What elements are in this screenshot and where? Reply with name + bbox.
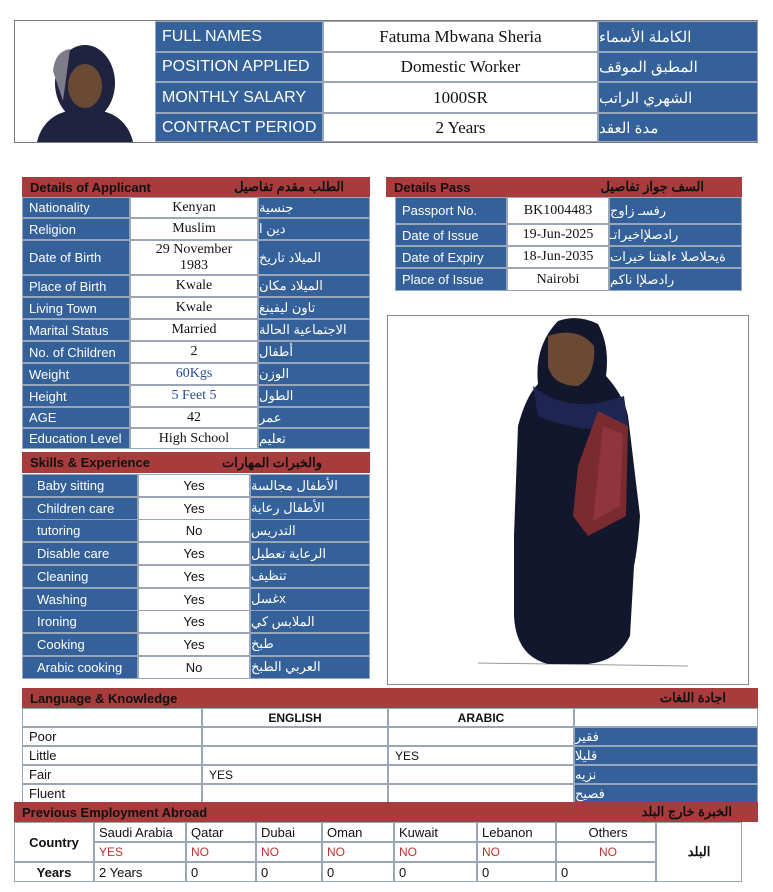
employment-country-1 bbox=[186, 822, 256, 842]
skills-label-2-text: tutoring bbox=[37, 523, 81, 539]
employment-country-0 bbox=[94, 822, 186, 842]
employment-status-1 bbox=[186, 842, 256, 862]
pass-value-3 bbox=[507, 268, 609, 291]
applicant-arabic-0 bbox=[258, 197, 370, 218]
applicant-label-10 bbox=[22, 428, 130, 449]
skills-value-8 bbox=[138, 656, 250, 679]
applicant-label-3 bbox=[22, 275, 130, 297]
employment-country-0-text: Saudi Arabia bbox=[99, 824, 173, 840]
skills-title: Skills & Experience bbox=[30, 455, 150, 470]
skills-label-4 bbox=[22, 565, 138, 588]
language-english-2 bbox=[202, 765, 388, 784]
applicant-title-ar: الطلب مقدم تفاصيل bbox=[234, 179, 344, 194]
language-english-3 bbox=[202, 784, 388, 803]
language-col-arabic bbox=[388, 708, 574, 727]
applicant-value-6 bbox=[130, 341, 258, 363]
language-label-3 bbox=[22, 784, 202, 803]
top-label-1 bbox=[155, 52, 323, 82]
applicant-value-8 bbox=[130, 385, 258, 407]
skills-arabic-6 bbox=[250, 610, 370, 633]
top-label-3 bbox=[155, 113, 323, 142]
skills-value-5-text: Yes bbox=[183, 591, 205, 607]
top-label-3-text: CONTRACT PERIOD bbox=[162, 118, 317, 136]
applicant-arabic-2-text: الميلاد تاريخ bbox=[259, 249, 322, 265]
applicant-arabic-8-text: الطول bbox=[259, 388, 294, 403]
skills-label-7-text: Cooking bbox=[37, 636, 85, 652]
language-arabic-level-3 bbox=[388, 784, 574, 803]
skills-arabic-2-text: التدريس bbox=[251, 522, 296, 538]
employment-status-0 bbox=[94, 842, 186, 862]
pass-title: Details Pass bbox=[394, 179, 471, 195]
applicant-title: Details of Applicant bbox=[30, 179, 151, 195]
applicant-label-3-text: Place of Birth bbox=[29, 278, 107, 294]
employment-status-2 bbox=[256, 842, 322, 862]
applicant-label-5 bbox=[22, 319, 130, 341]
applicant-label-2 bbox=[22, 240, 130, 275]
language-title: Language & Knowledge bbox=[30, 690, 178, 706]
pass-arabic-3 bbox=[609, 268, 742, 291]
employment-country-4 bbox=[394, 822, 477, 842]
pass-label-1-text: Date of Issue bbox=[402, 227, 479, 243]
pass-value-0 bbox=[507, 197, 609, 224]
skills-arabic-7-text: طبخ bbox=[251, 636, 274, 652]
applicant-header bbox=[22, 177, 370, 197]
applicant-arabic-9 bbox=[258, 407, 370, 428]
skills-value-6-text: Yes bbox=[183, 614, 205, 630]
language-arabic-level-1-text: YES bbox=[395, 748, 420, 763]
applicant-value-4 bbox=[130, 297, 258, 319]
applicant-value-2 bbox=[130, 240, 258, 275]
skills-arabic-8-text: العربي الطبخ bbox=[251, 659, 321, 675]
applicant-arabic-5-text: الاجتماعية الحالة bbox=[259, 322, 347, 337]
skills-value-4-text: Yes bbox=[183, 568, 205, 584]
applicant-label-9 bbox=[22, 407, 130, 428]
employment-status-3-text: NO bbox=[327, 845, 345, 859]
skills-label-1-text: Children care bbox=[37, 500, 115, 516]
skills-arabic-5 bbox=[250, 588, 370, 611]
language-english-0 bbox=[202, 727, 388, 746]
applicant-value-5-text: Married bbox=[171, 322, 217, 337]
employment-header bbox=[14, 802, 758, 822]
top-value-2-text: 1000SR bbox=[433, 87, 488, 107]
employment-years-text: Years bbox=[36, 864, 72, 880]
language-arabic-0 bbox=[574, 727, 758, 746]
language-col-arabic-label: ARABIC bbox=[457, 710, 505, 725]
language-arabic-2-text: نزيه bbox=[575, 766, 597, 782]
pass-label-0 bbox=[395, 197, 507, 224]
top-arabic-2-text: الشهري الراتب bbox=[599, 89, 693, 107]
employment-status-6 bbox=[556, 842, 656, 862]
language-arabic-1 bbox=[574, 746, 758, 765]
skills-label-6-text: Ironing bbox=[37, 614, 77, 630]
applicant-value-2-line2: 1983 bbox=[180, 257, 208, 273]
employment-years-0-text: 2 Years bbox=[99, 864, 143, 880]
language-arabic-3 bbox=[574, 784, 758, 803]
applicant-value-8-text: 5 Feet 5 bbox=[171, 388, 217, 403]
employment-status-4 bbox=[394, 842, 477, 862]
skills-arabic-0-text: الأطفال مجالسة bbox=[251, 477, 338, 493]
top-value-0-text: Fatuma Mbwana Sheria bbox=[379, 26, 542, 46]
applicant-label-2-text: Date of Birth bbox=[29, 250, 102, 265]
employment-years-1 bbox=[186, 862, 256, 882]
employment-years-4 bbox=[394, 862, 477, 882]
skills-label-4-text: Cleaning bbox=[37, 568, 89, 584]
skills-arabic-7 bbox=[250, 633, 370, 656]
pass-label-3 bbox=[395, 268, 507, 291]
applicant-label-6 bbox=[22, 341, 130, 363]
employment-years-0 bbox=[94, 862, 186, 882]
top-value-1 bbox=[323, 52, 598, 82]
pass-value-2-text: 18-Jun-2035 bbox=[522, 249, 594, 264]
employment-years-3 bbox=[322, 862, 394, 882]
applicant-arabic-6 bbox=[258, 341, 370, 363]
applicant-label-0-text: Nationality bbox=[29, 200, 90, 215]
applicant-value-3-text: Kwale bbox=[175, 278, 213, 293]
language-label-2-text: Fair bbox=[29, 767, 52, 782]
employment-status-4-text: NO bbox=[399, 845, 417, 859]
pass-value-0-text: BK1004483 bbox=[523, 202, 593, 218]
skills-value-5 bbox=[138, 588, 250, 611]
skills-label-5-text: Washing bbox=[37, 591, 88, 607]
skills-arabic-3 bbox=[250, 542, 370, 565]
employment-status-2-text: NO bbox=[261, 845, 279, 859]
skills-value-3-text: Yes bbox=[183, 546, 205, 562]
applicant-value-10-text: High School bbox=[158, 430, 230, 446]
employment-title-ar: الخبرة خارج البلد bbox=[641, 804, 732, 819]
applicant-label-7-text: Weight bbox=[29, 366, 70, 382]
top-arabic-1-text: المطبق الموقف bbox=[599, 59, 698, 76]
language-header bbox=[22, 688, 758, 708]
skills-header bbox=[22, 452, 370, 473]
employment-years-2-text: 0 bbox=[261, 864, 269, 880]
applicant-arabic-7-text: الوزن bbox=[259, 366, 290, 381]
applicant-value-0 bbox=[130, 197, 258, 218]
pass-title-ar: السف جواز تفاصيل bbox=[600, 179, 704, 194]
applicant-label-8 bbox=[22, 385, 130, 407]
language-english-1 bbox=[202, 746, 388, 765]
top-value-1-text: Domestic Worker bbox=[400, 57, 521, 76]
employment-status-1-text: NO bbox=[191, 845, 209, 859]
language-label-1 bbox=[22, 746, 202, 765]
top-label-2 bbox=[155, 82, 323, 113]
pass-arabic-3-text: رادصلإا ناكم bbox=[610, 271, 675, 287]
employment-country-2 bbox=[256, 822, 322, 842]
top-arabic-0 bbox=[598, 21, 758, 52]
employment-country-1-text: Qatar bbox=[191, 824, 224, 840]
applicant-label-8-text: Height bbox=[29, 388, 67, 404]
applicant-arabic-9-text: عمر bbox=[259, 409, 282, 425]
top-arabic-2 bbox=[598, 82, 758, 113]
skills-arabic-4 bbox=[250, 565, 370, 588]
language-label-0-text: Poor bbox=[29, 729, 57, 744]
applicant-arabic-7 bbox=[258, 363, 370, 385]
applicant-arabic-10 bbox=[258, 428, 370, 449]
employment-country-6 bbox=[556, 822, 656, 842]
skills-value-0-text: Yes bbox=[183, 478, 205, 493]
applicant-value-3 bbox=[130, 275, 258, 297]
top-label-0 bbox=[155, 21, 323, 52]
language-label-2 bbox=[22, 765, 202, 784]
applicant-label-1 bbox=[22, 218, 130, 240]
applicant-value-4-text: Kwale bbox=[175, 300, 213, 315]
employment-status-5 bbox=[477, 842, 556, 862]
applicant-label-9-text: AGE bbox=[29, 410, 57, 425]
applicant-arabic-1-text: دين ا bbox=[259, 221, 286, 236]
skills-value-6 bbox=[138, 610, 250, 633]
language-arabic-level-2 bbox=[388, 765, 574, 784]
skills-value-4 bbox=[138, 565, 250, 588]
applicant-label-7 bbox=[22, 363, 130, 385]
pass-label-0-text: Passport No. bbox=[402, 203, 478, 218]
applicant-arabic-6-text: أطفال bbox=[259, 344, 293, 359]
skills-label-3 bbox=[22, 542, 138, 565]
applicant-arabic-0-text: جنسية bbox=[259, 199, 294, 215]
skills-value-3 bbox=[138, 542, 250, 565]
skills-value-7 bbox=[138, 633, 250, 656]
language-label-3-text: Fluent bbox=[29, 786, 66, 801]
skills-value-1-text: Yes bbox=[183, 500, 205, 516]
top-value-2 bbox=[323, 82, 598, 113]
employment-country-2-text: Dubai bbox=[261, 824, 295, 840]
skills-arabic-0 bbox=[250, 474, 370, 497]
applicant-value-1 bbox=[130, 218, 258, 240]
employment-years-6 bbox=[556, 862, 656, 882]
employment-years-5 bbox=[477, 862, 556, 882]
language-col-english-label: ENGLISH bbox=[268, 710, 322, 725]
language-col-english bbox=[202, 708, 388, 727]
language-label-0 bbox=[22, 727, 202, 746]
skills-label-0-text: Baby sitting bbox=[37, 478, 105, 493]
full-body-photo bbox=[387, 315, 749, 685]
skills-label-8 bbox=[22, 656, 138, 679]
skills-arabic-1-text: الأطفال رعاية bbox=[251, 500, 325, 516]
pass-arabic-0-text: رفسـ زاوج bbox=[610, 202, 667, 218]
applicant-arabic-4-text: تاون ليفينغ bbox=[259, 300, 316, 315]
applicant-value-10 bbox=[130, 428, 258, 449]
employment-country-ar-text: البلد bbox=[687, 844, 711, 859]
employment-years-4-text: 0 bbox=[399, 864, 407, 880]
applicant-arabic-3 bbox=[258, 275, 370, 297]
skills-label-3-text: Disable care bbox=[37, 546, 110, 562]
top-arabic-1 bbox=[598, 52, 758, 82]
skills-label-6 bbox=[22, 610, 138, 633]
employment-title: Previous Employment Abroad bbox=[22, 804, 208, 820]
pass-label-2 bbox=[395, 246, 507, 268]
language-arabic-2 bbox=[574, 765, 758, 784]
skills-label-8-text: Arabic cooking bbox=[37, 659, 123, 675]
applicant-value-1-text: Muslim bbox=[172, 221, 216, 236]
pass-label-2-text: Date of Expiry bbox=[402, 249, 484, 265]
language-label-1-text: Little bbox=[29, 748, 57, 763]
skills-label-1 bbox=[22, 497, 138, 520]
language-col-spacer-right bbox=[574, 708, 758, 727]
language-english-2-text: YES bbox=[209, 767, 234, 782]
applicant-value-0-text: Kenyan bbox=[172, 199, 216, 215]
skills-value-2-text: No bbox=[185, 523, 203, 539]
skills-title-ar: والخبرات المهارات bbox=[222, 454, 322, 470]
skills-label-7 bbox=[22, 633, 138, 656]
pass-header bbox=[386, 177, 742, 197]
employment-years-6-text: 0 bbox=[561, 864, 569, 880]
language-arabic-level-1 bbox=[388, 746, 574, 765]
applicant-arabic-10-text: تعليم bbox=[259, 430, 286, 446]
skills-arabic-6-text: الملابس كي bbox=[251, 613, 315, 629]
applicant-arabic-3-text: الميلاد مكان bbox=[259, 278, 323, 293]
language-arabic-3-text: فصيح bbox=[575, 785, 605, 801]
top-arabic-3 bbox=[598, 113, 758, 142]
pass-value-2 bbox=[507, 246, 609, 268]
skills-arabic-3-text: الرعاية تعطيل bbox=[251, 545, 326, 561]
applicant-arabic-5 bbox=[258, 319, 370, 341]
employment-years-2 bbox=[256, 862, 322, 882]
applicant-label-0 bbox=[22, 197, 130, 218]
top-label-1-text: POSITION APPLIED bbox=[162, 58, 310, 75]
pass-value-1-text: 19-Jun-2025 bbox=[522, 227, 594, 242]
applicant-label-4 bbox=[22, 297, 130, 319]
top-label-2-text: MONTHLY SALARY bbox=[162, 88, 307, 106]
employment-status-0-text: YES bbox=[99, 845, 124, 859]
employment-years-1-text: 0 bbox=[191, 864, 199, 880]
employment-years-label bbox=[14, 862, 94, 882]
applicant-arabic-2 bbox=[258, 240, 370, 275]
applicant-value-2-text: 29 November bbox=[155, 241, 233, 257]
pass-label-3-text: Place of Issue bbox=[402, 272, 484, 287]
employment-country-label bbox=[14, 822, 94, 862]
skills-value-1 bbox=[138, 497, 250, 520]
pass-arabic-0 bbox=[609, 197, 742, 224]
top-value-3-text: 2 Years bbox=[435, 117, 486, 137]
top-arabic-0-text: الكاملة الأسماء bbox=[599, 28, 692, 46]
employment-country-3-text: Oman bbox=[327, 824, 363, 840]
language-arabic-0-text: فقير bbox=[575, 728, 599, 744]
applicant-label-1-text: Religion bbox=[29, 221, 76, 237]
employment-country-ar bbox=[656, 822, 742, 882]
employment-years-3-text: 0 bbox=[327, 864, 335, 880]
skills-arabic-1 bbox=[250, 497, 370, 520]
skills-value-8-text: No bbox=[185, 659, 203, 675]
pass-arabic-2-text: ةيحلاصلا ءاهتنا خيرات bbox=[610, 249, 726, 264]
skills-arabic-8 bbox=[250, 656, 370, 679]
skills-label-2 bbox=[22, 519, 138, 542]
employment-status-5-text: NO bbox=[482, 845, 500, 859]
pass-value-1 bbox=[507, 224, 609, 246]
applicant-label-4-text: Living Town bbox=[29, 300, 97, 316]
applicant-value-5 bbox=[130, 319, 258, 341]
applicant-label-5-text: Marital Status bbox=[29, 322, 109, 338]
language-title-ar: اجادة اللغات bbox=[659, 690, 726, 705]
top-value-0 bbox=[323, 21, 598, 52]
employment-status-6-text: NO bbox=[599, 845, 617, 859]
employment-country-3 bbox=[322, 822, 394, 842]
language-arabic-1-text: قليلا bbox=[575, 747, 598, 763]
employment-country-5 bbox=[477, 822, 556, 842]
skills-arabic-2 bbox=[250, 519, 370, 542]
top-value-3 bbox=[323, 113, 598, 142]
applicant-value-6-text: 2 bbox=[190, 344, 198, 359]
employment-country-6-text: Others bbox=[588, 824, 628, 840]
applicant-arabic-8 bbox=[258, 385, 370, 407]
portrait-photo bbox=[15, 21, 155, 142]
employment-country-5-text: Lebanon bbox=[482, 824, 533, 840]
applicant-value-9-text: 42 bbox=[187, 409, 201, 425]
pass-value-3-text: Nairobi bbox=[536, 271, 580, 287]
pass-arabic-2 bbox=[609, 246, 742, 268]
applicant-label-6-text: No. of Children bbox=[29, 344, 116, 360]
applicant-value-9 bbox=[130, 407, 258, 428]
applicant-label-10-text: Education Level bbox=[29, 431, 122, 446]
skills-value-7-text: Yes bbox=[183, 636, 205, 652]
pass-arabic-1 bbox=[609, 224, 742, 246]
applicant-arabic-1 bbox=[258, 218, 370, 240]
applicant-value-7 bbox=[130, 363, 258, 385]
employment-country-text: Country bbox=[29, 834, 79, 850]
pass-arabic-1-text: رادصلإاخيراتـ bbox=[610, 227, 679, 242]
language-col-spacer bbox=[22, 708, 202, 727]
pass-label-1 bbox=[395, 224, 507, 246]
skills-label-5 bbox=[22, 588, 138, 611]
employment-country-4-text: Kuwait bbox=[399, 824, 439, 840]
language-arabic-level-0 bbox=[388, 727, 574, 746]
skills-value-0 bbox=[138, 474, 250, 497]
applicant-arabic-4 bbox=[258, 297, 370, 319]
skills-arabic-4-text: تنظيف bbox=[251, 568, 287, 584]
top-arabic-3-text: مدة العقد bbox=[599, 119, 659, 137]
top-label-0-text: FULL NAMES bbox=[162, 27, 262, 45]
skills-arabic-5-text: xغسل bbox=[251, 591, 286, 606]
skills-value-2 bbox=[138, 519, 250, 542]
employment-years-5-text: 0 bbox=[482, 864, 490, 880]
skills-label-0 bbox=[22, 474, 138, 497]
employment-status-3 bbox=[322, 842, 394, 862]
applicant-value-7-text: 60Kgs bbox=[175, 366, 213, 381]
